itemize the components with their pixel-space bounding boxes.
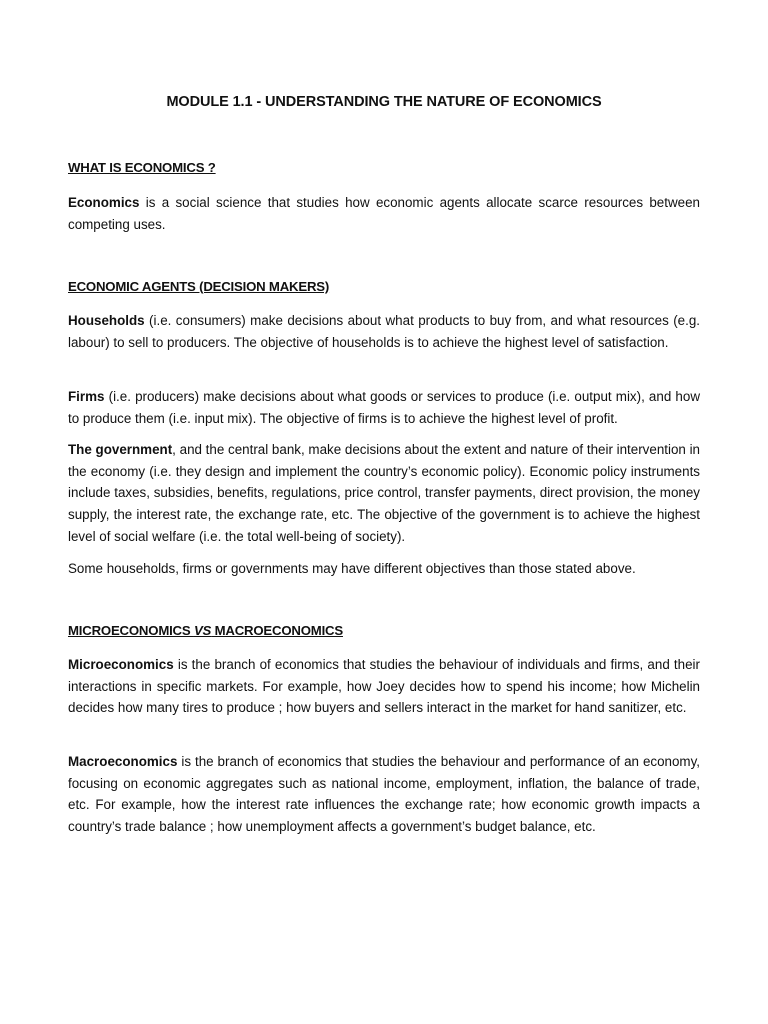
paragraph-text: (i.e. producers) make decisions about what goods or services to produce (i.e. output mix), and how to produce them (i.e. input mix). The objective of firms is to achieve the highest level of profit. <box>68 389 700 426</box>
term-government: The government <box>68 442 173 457</box>
section-heading-micro-vs-macro <box>68 623 700 638</box>
page-title: MODULE 1.1 - UNDERSTANDING THE NATURE OF ECONOMICS <box>166 94 602 110</box>
paragraph-text: , and the central bank, make decisions about the extent and nature of their intervention in the economy (i.e. they design and implement the country’s economic policy). Economic policy instruments include taxes, subsidies, benefits, regulations, price control, transfer payments, direct provision, the money supply, the interest rate, the exchange rate, etc. The objective of the government is to achieve the highest level of social welfare (i.e. the total well-being of society). <box>68 442 700 544</box>
paragraph-households <box>68 310 700 353</box>
paragraph-firms <box>68 386 700 429</box>
term-microeconomics: Microeconomics <box>68 657 174 672</box>
paragraph-economics-definition <box>68 192 700 235</box>
paragraph-macroeconomics <box>68 751 700 838</box>
paragraph-microeconomics <box>68 654 700 719</box>
heading-part-macro: MACROECONOMICS <box>211 623 343 638</box>
paragraph-text: is the branch of economics that studies the behaviour of individuals and firms, and their interactions in specific markets. For example, how Joey decides how to spend his income; how Michelin decides how many tires to produce ; how buyers and sellers interact in the market for hand sanitizer, etc. <box>68 657 700 716</box>
term-households: Households <box>68 313 145 328</box>
section-heading-what-is-economics: WHAT IS ECONOMICS ? <box>68 160 216 175</box>
paragraph-text: is a social science that studies how economic agents allocate scarce resources between competing uses. <box>68 195 700 232</box>
section-heading-economic-agents: ECONOMIC AGENTS (DECISION MAKERS) <box>68 279 330 294</box>
paragraph-government <box>68 439 700 548</box>
term-firms: Firms <box>68 389 105 404</box>
term-macroeconomics: Macroeconomics <box>68 754 178 769</box>
term-economics: Economics <box>68 195 140 210</box>
paragraph-text: (i.e. consumers) make decisions about what products to buy from, and what resources (e.g. labour) to sell to producers. The objective of households is to achieve the highest level of satisfaction. <box>68 313 700 350</box>
paragraph-objectives-note: Some households, firms or governments may have different objectives than those stated above. <box>68 561 636 576</box>
heading-part-vs: VS <box>193 623 212 638</box>
heading-part-micro: MICROECONOMICS <box>68 623 194 638</box>
paragraph-text: is the branch of economics that studies the behaviour and performance of an economy, focusing on economic aggregates such as national income, employment, inflation, the balance of trade, etc. For example, how the interest rate influences the exchange rate; how economic growth impacts a country’s trade balance ; how unemployment affects a government’s budget balance, etc. <box>68 754 700 835</box>
